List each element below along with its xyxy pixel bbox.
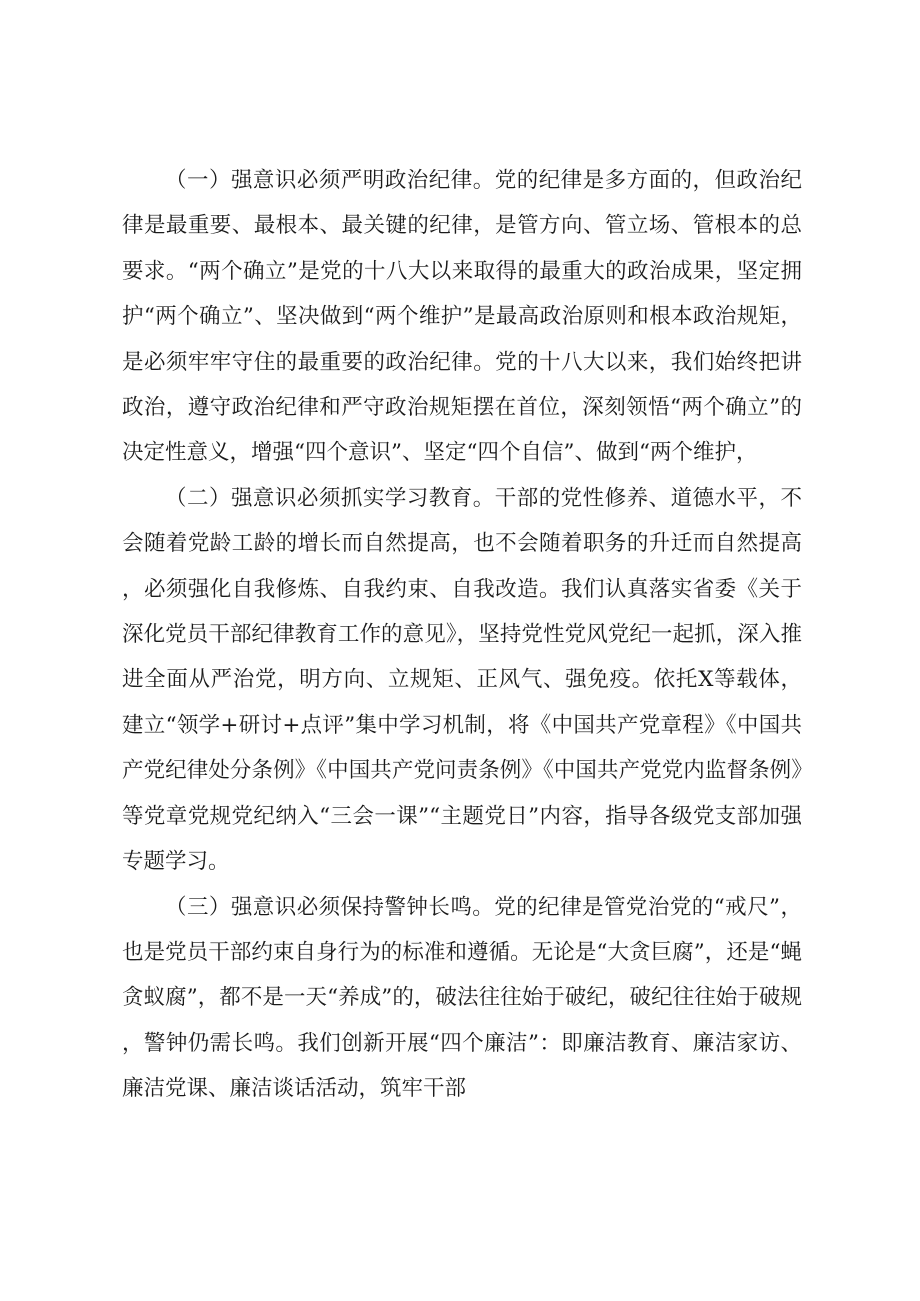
paragraph-political-discipline: （一）强意识必须严明政治纪律。党的纪律是多方面的，但政治纪律是最重要、最根本、最关键的纪律，是管方向、管立场、管根本的总要求。“两个确立”是党的十八大以来取得的最重大的政治成果，坚定拥护“两个确立”、坚决做到“两个维护”是最高政治原则和根本政治规矩，是必须牢牢守住的最重要的政治纪律。党的十八大以来，我们始终把讲政治，遵守政治纪律和严守政治规矩摆在首位，深刻领悟“两个确立”的决定性意义，增强“四个意识”、坚定“四个自信”、做到“两个维护，	[122, 168, 802, 466]
paragraph-alarm-bell: （三）强意识必须保持警钟长鸣。党的纪律是管党治党的“戒尺”，也是党员干部约束自身行为的标准和遵循。无论是“大贪巨腐”，还是“蝇贪蚁腐”，都不是一天“养成”的，破法往往始于破纪，破纪往往始于破规，警钟仍需长鸣。我们创新开展“四个廉洁”：即廉洁教育、廉洁家访、廉洁党课、廉洁谈话活动，筑牢干部	[122, 894, 802, 1102]
paragraph-study-education: （二）强意识必须抓实学习教育。干部的党性修养、道德水平，不会随着党龄工龄的增长而自然提高，也不会随着职务的升迁而自然提高，必须强化自我修炼、自我约束、自我改造。我们认真落实省委《关于深化党员干部纪律教育工作的意见》，坚持党性党风党纪一起抓，深入推进全面从严治党，明方向、立规矩、正风气、强免疫。依托X等载体，建立“领学+研讨+点评”集中学习机制，将《中国共产党章程》《中国共产党纪律处分条例》《中国共产党问责条例》《中国共产党党内监督条例》等党章党规党纪纳入“三会一课”“主题党日”内容，指导各级党支部加强专题学习。	[122, 485, 802, 875]
document-body	[122, 158, 802, 1112]
